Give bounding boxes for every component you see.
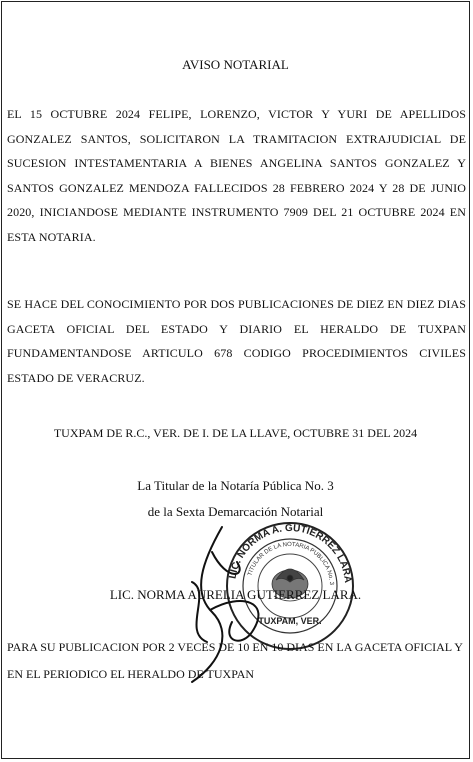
publication-line-2: EN EL PERIODICO EL HERALDO DE TUXPAN <box>7 667 255 681</box>
notice-page <box>1 1 470 759</box>
publication-instructions <box>7 634 469 688</box>
notice-paragraph-1: EL 15 OCTUBRE 2024 FELIPE, LORENZO, VICTOR Y YURI DE APELLIDOS GONZALEZ SANTOS, SOLICITARON LA TRAMITACION EXTRAJUDICIAL DE SUCESION INTESTAMENTARIA A BIENES ANGELINA SANTOS GONZALEZ Y SANTOS GONZALEZ MENDOZA FALLECIDOS 28 FEBRERO 2024 Y 28 DE JUNIO 2020, INICIANDOSE MEDIANTE INSTRUMENTO 7909 DEL 21 OCTUBRE 2024 EN ESTA NOTARIA. <box>7 107 466 244</box>
notice-title: AVISO NOTARIAL <box>182 57 289 72</box>
seal-bottom-text: TUXPAM, VER. <box>258 616 322 626</box>
signatory-title: La Titular de la Notaría Pública No. 3 <box>137 478 334 493</box>
seal-outer-text: LIC. NORMA A. GUTIERREZ LARA <box>227 522 353 584</box>
seal-inner-text: TITULAR DE LA NOTARIA PUBLICA No. 3 <box>247 541 335 586</box>
publication-line-1: PARA SU PUBLICACION POR 2 VECES DE 10 EN 10 DIAS EN LA GACETA OFICIAL Y <box>7 640 463 654</box>
notice-paragraph-2: SE HACE DEL CONOCIMIENTO POR DOS PUBLICACIONES DE DIEZ EN DIEZ DIAS GACETA OFICIAL DEL ESTADO Y DIARIO EL HERALDO DE TUXPAN FUNDAMENTANDOSE ARTICULO 678 CODIGO PROCEDIMIENTOS CIVILES ESTADO DE VERACRUZ. <box>7 297 466 385</box>
signatory-name: LIC. NORMA AURELIA GUTIERREZ LARA. <box>109 587 362 602</box>
place-date-line: TUXPAM DE R.C., VER. DE I. DE LA LLAVE, OCTUBRE 31 DEL 2024 <box>53 426 418 440</box>
signatory-demarcation: de la Sexta Demarcación Notarial <box>147 504 324 519</box>
